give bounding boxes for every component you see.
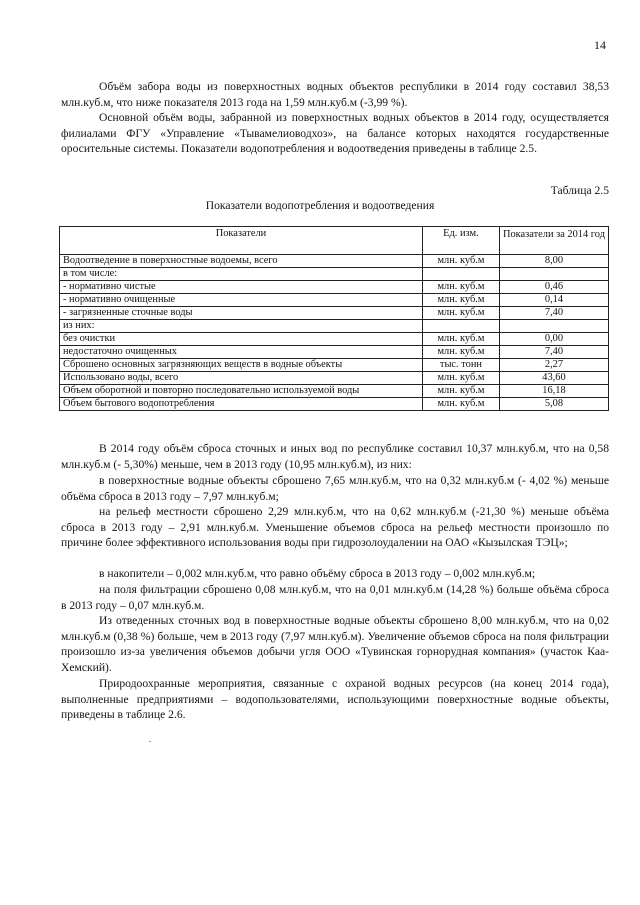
body-paragraph-2: в поверхностные водные объекты сброшено 7,65 млн.куб.м, что на 0,32 млн.куб.м (- 4,02 %) меньше объёма сброса в 2013 году – 7,97 млн.куб.м; (61, 474, 609, 503)
header-unit: Ед. изм. (422, 227, 499, 255)
row-unit: млн. куб.м (422, 294, 499, 307)
table-row (60, 281, 609, 294)
row-name: недостаточно очищенных (60, 346, 423, 359)
table-row (60, 359, 609, 372)
row-value: 8,00 (499, 255, 608, 268)
table-label: Таблица 2.5 (550, 184, 609, 197)
header-indicator: Показатели (60, 227, 423, 255)
row-value (499, 268, 608, 281)
row-value: 2,27 (499, 359, 608, 372)
body-paragraph-1: В 2014 году объём сброса сточных и иных вод по республике составил 10,37 млн.куб.м, что на 0,58 млн.куб.м (- 5,30%) меньше, чем в 2013 году (10,95 млн.куб.м), из них: (61, 442, 609, 471)
row-unit: млн. куб.м (422, 372, 499, 385)
row-value: 7,40 (499, 307, 608, 320)
row-value: 5,08 (499, 398, 608, 411)
table-row (60, 320, 609, 333)
page-number: 14 (594, 38, 606, 52)
row-unit: тыс. тонн (422, 359, 499, 372)
table-row (60, 255, 609, 268)
table-row (60, 268, 609, 281)
table-row (60, 372, 609, 385)
row-name: из них: (60, 320, 423, 333)
row-value: 0,14 (499, 294, 608, 307)
row-value: 16,18 (499, 385, 608, 398)
row-name: без очистки (60, 333, 423, 346)
body-paragraph-4: в накопители – 0,002 млн.куб.м, что равно объёму сброса в 2013 году – 0,002 млн.куб.м; (99, 567, 536, 580)
table-title: Показатели водопотребления и водоотведения (205, 199, 435, 212)
row-name: Сброшено основных загрязняющих веществ в водные объекты (60, 359, 423, 372)
intro-paragraph-2: Основной объём воды, забранной из поверхностных водных объектов в 2014 году, осуществляется филиалами ФГУ «Управление «Тывамелиоводхоз», на балансе которых находятся государственные оросительные системы. Показатели водопотребления и водоотведения приведены в таблице 2.5. (61, 111, 609, 155)
row-name: в том числе: (60, 268, 423, 281)
table-row (60, 294, 609, 307)
row-unit (422, 320, 499, 333)
row-name: Объем оборотной и повторно последовательно используемой воды (60, 385, 423, 398)
table-row (60, 385, 609, 398)
row-name: Водоотведение в поверхностные водоемы, всего (60, 255, 423, 268)
intro-paragraph-1: Объём забора воды из поверхностных водных объектов республики в 2014 году составил 38,53 млн.куб.м, что ниже показателя 2013 года на 1,59 млн.куб.м (-3,99 %). (61, 80, 609, 109)
row-name: Объем бытового водопотребления (60, 398, 423, 411)
row-unit: млн. куб.м (422, 281, 499, 294)
header-value: Показатели за 2014 год (499, 227, 608, 255)
row-unit (422, 268, 499, 281)
row-unit: млн. куб.м (422, 398, 499, 411)
body-paragraph-3: на рельеф местности сброшено 2,29 млн.куб.м, что на 0,62 млн.куб.м (-21,30 %) меньше объёма сброса в 2013 году – 2,91 млн.куб.м. Уменьшение объемов сброса на рельеф местности произошло по причине более эффективного использования воды при гидрозолоудалении на ОАО «Кызылская ТЭЦ»; (61, 505, 609, 549)
row-name: - загрязненные сточные воды (60, 307, 423, 320)
table-row (60, 398, 609, 411)
row-name: Использовано воды, всего (60, 372, 423, 385)
row-unit: млн. куб.м (422, 385, 499, 398)
row-value: 0,00 (499, 333, 608, 346)
row-unit: млн. куб.м (422, 333, 499, 346)
row-value: 7,40 (499, 346, 608, 359)
table-row (60, 333, 609, 346)
table-row (60, 346, 609, 359)
water-indicators-table (59, 226, 609, 411)
body-paragraph-7: Природоохранные мероприятия, связанные с охраной водных ресурсов (на конец 2014 года), выполненные предприятиями – водопользователями, использующими поверхностные водные объекты, приведены в таблице 2.6. (61, 677, 609, 721)
row-unit: млн. куб.м (422, 346, 499, 359)
body-paragraph-5: на поля фильтрации сброшено 0,08 млн.куб.м, что на 0,01 млн.куб.м (14,28 %) больше объёма сброса в 2013 году – 0,07 млн.куб.м. (61, 583, 609, 612)
table-header-row (60, 227, 609, 255)
row-unit: млн. куб.м (422, 255, 499, 268)
table-row (60, 307, 609, 320)
row-value (499, 320, 608, 333)
body-paragraph-6: Из отведенных сточных вод в поверхностные водные объекты сброшено 8,00 млн.куб.м, что на 0,02 млн.куб.м (0,38 %) больше, чем в 2013 году (7,97 млн.куб.м). Увеличение объемов сброса на поля фильтрации произошло из-за увеличения объемов добычи угля ООО «Тувинская горнорудная компания» (участок Каа-Хемский). (61, 614, 609, 674)
row-value: 43,60 (499, 372, 608, 385)
row-value: 0,46 (499, 281, 608, 294)
row-unit: млн. куб.м (422, 307, 499, 320)
row-name: - нормативно очищенные (60, 294, 423, 307)
row-name: - нормативно чистые (60, 281, 423, 294)
scan-speck (149, 741, 151, 742)
